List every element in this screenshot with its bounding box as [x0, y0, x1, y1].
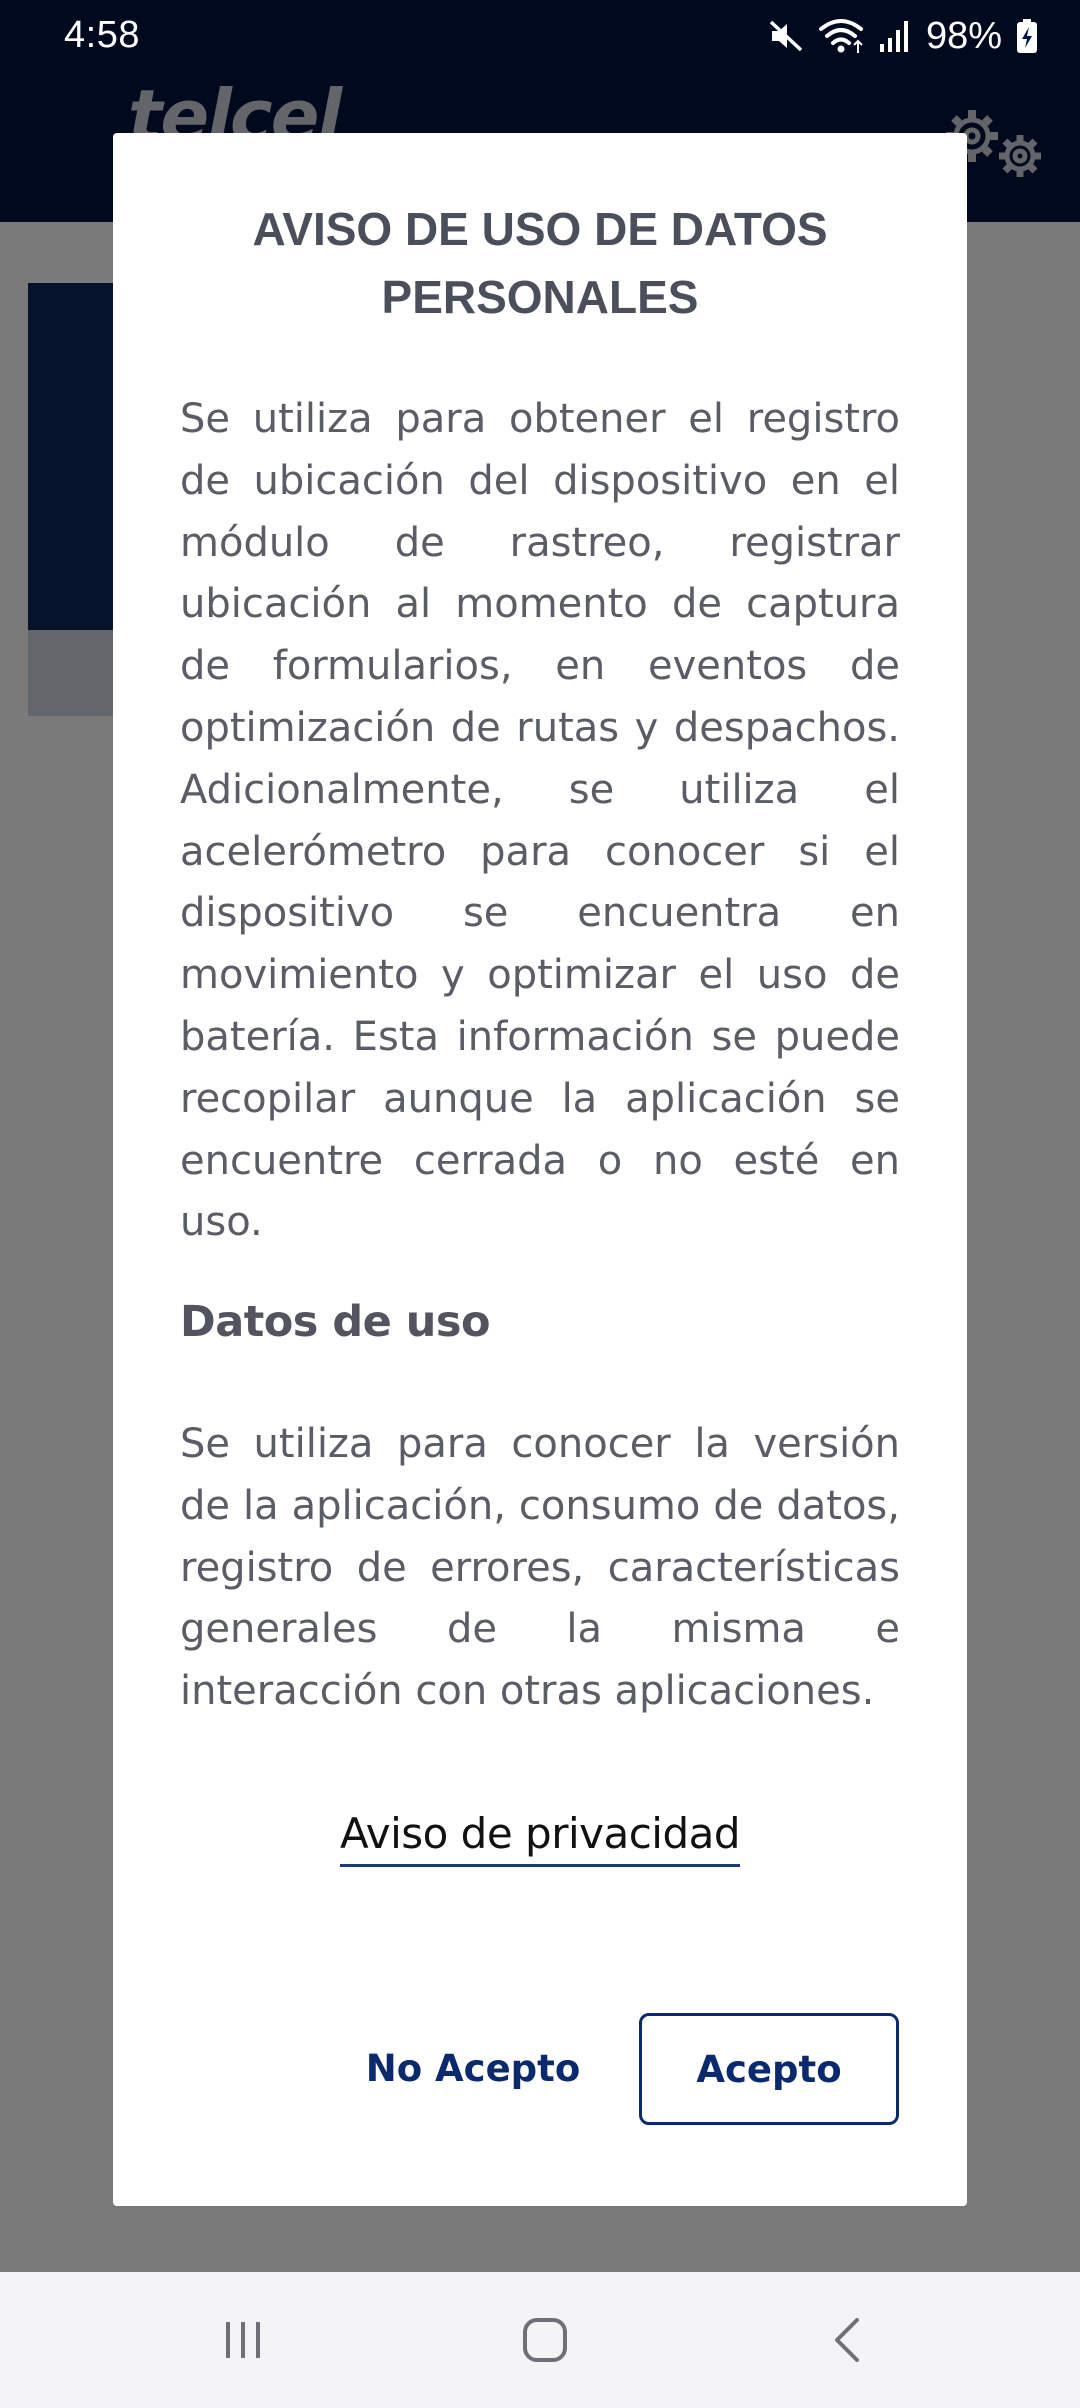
- signal-icon: [878, 18, 912, 54]
- usage-data-paragraph: Se utiliza para conocer la versión de la aplicación, consumo de datos, registro de errores, características generales de la misma e interacción con otras aplicaciones.: [180, 1421, 900, 1715]
- privacy-dialog: [113, 133, 967, 2206]
- navigation-bar: [0, 2272, 1080, 2408]
- battery-charging-icon: [1016, 18, 1038, 54]
- usage-data-heading: Datos de uso: [180, 1297, 491, 1347]
- recent-apps-icon: [220, 2318, 266, 2362]
- privacy-notice-link[interactable]: Aviso de privacidad: [340, 1809, 740, 1867]
- status-time: 4:58: [64, 14, 140, 56]
- location-usage-paragraph: Se utiliza para obtener el registro de ubicación del dispositivo en el módulo de rastreo, registrar ubicación al momento de captura de formularios, en eventos de optimización de rutas y despachos. Adicionalmente, se utiliza el acelerómetro para conocer si el dispositivo se encuentra en movimiento y optimizar el uso de batería. Esta información se puede recopilar aunque la aplicación se encuentre cerrada o no esté en uso.: [180, 396, 900, 1246]
- status-icons: [768, 12, 1038, 60]
- status-bar: [0, 0, 1080, 70]
- back-button[interactable]: [797, 2300, 897, 2380]
- back-icon: [827, 2316, 867, 2364]
- dialog-title: AVISO DE USO DE DATOS PERSONALES: [252, 203, 828, 323]
- privacy-link-container: [113, 1809, 967, 1858]
- battery-percent: 98%: [925, 14, 1002, 57]
- recent-apps-button[interactable]: [193, 2300, 293, 2380]
- decline-button[interactable]: No Acepto: [363, 2013, 583, 2123]
- mute-icon: [768, 18, 804, 54]
- home-icon: [521, 2316, 569, 2364]
- wifi-icon: [818, 17, 864, 55]
- home-button[interactable]: [495, 2300, 595, 2380]
- accept-button[interactable]: Acepto: [639, 2013, 899, 2125]
